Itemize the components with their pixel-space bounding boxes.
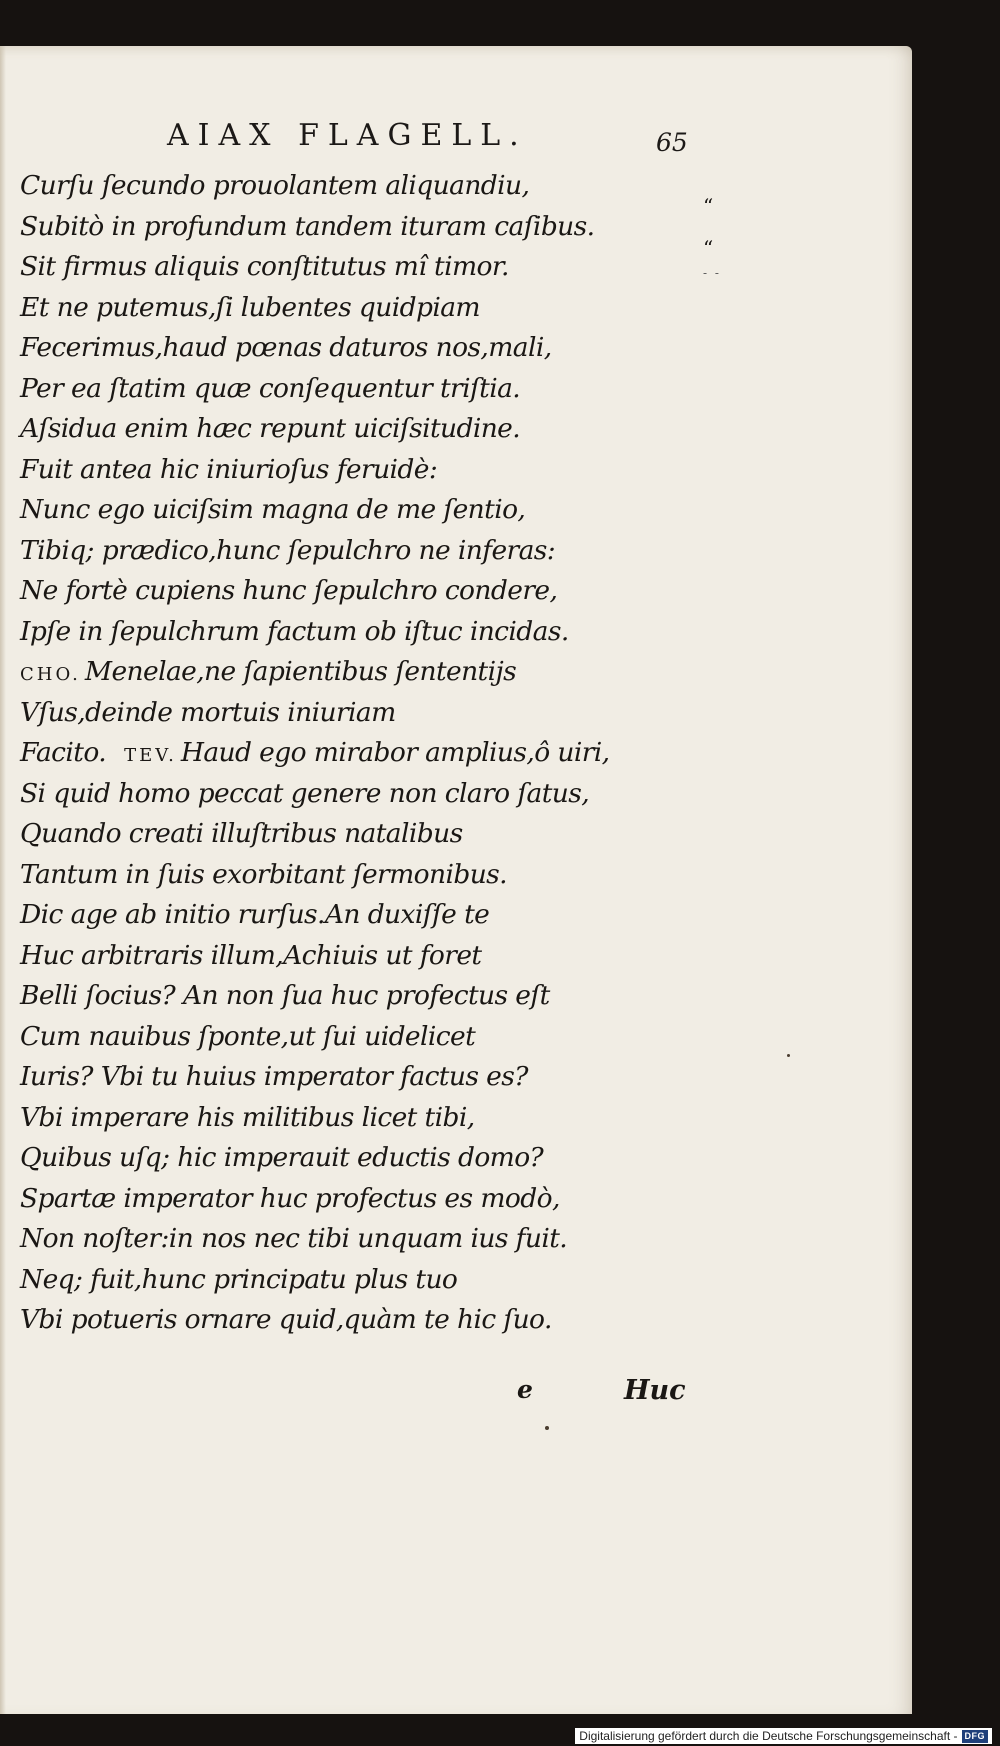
verse-line: Ne fortè cupiens hunc ſepulchro condere, [20,575,558,606]
verse-line: Per ea ſtatim quæ conſequentur triſtia. [20,372,521,404]
verse-line: Ipſe in ſepulchrum factum ob iſtuc incidas. [20,615,569,647]
verse-line: Vbi potueris ornare quid,quàm te hic ſuo. [20,1304,552,1335]
verse-text-block [20,166,710,1341]
signature-mark: e [517,1375,533,1404]
verse-line: Vſus,deinde mortuis iniuriam [20,696,396,728]
verse-line: Si quid homo peccat genere non claro ſatus, [20,777,590,809]
verse-line-speech-cho [20,652,710,693]
verse-line: Iuris? Vbi tu huius imperator factus es? [20,1061,528,1092]
dfg-logo: DFG [962,1730,989,1743]
verse-line: Dic age ab initio rurſus.An duxiſſe te [20,899,490,930]
gnomic-mark: - - [703,266,721,280]
speech-text: Haud ego mirabor amplius,ô uiri, [180,737,610,768]
paper-speck [545,1426,549,1430]
verse-line: Tantum in ſuis exorbitant ſermonibus. [20,858,508,890]
gnomic-mark: “ [703,194,714,218]
verse-line: Neq; fuit,hunc principatu plus tuo [20,1263,458,1295]
verse-line: Nunc ego uiciſsim magna de me ſentio, [20,494,526,525]
verse-line: Spartæ imperator huc profectus es modò, [20,1182,560,1214]
verse-line: Belli ſocius? An non ſua huc profectus eſt [20,980,550,1011]
page-number: 65 [656,128,688,157]
digitization-credit [575,1728,992,1744]
verse-line: Et ne putemus,ſi lubentes quidpiam [20,291,480,323]
running-head: AIAX FLAGELL. [167,118,528,153]
verse-line: Sit firmus aliquis conſtitutus mî timor. [20,251,509,282]
verse-line: Curſu ſecundo prouolantem aliquandiu, [20,170,530,201]
line-start: Facito. [20,737,107,768]
gnomic-mark: “ [703,236,714,260]
verse-line: Vbi imperare his militibus licet tibi, [20,1101,475,1133]
verse-line: Fecerimus,haud pœnas daturos nos,mali, [20,332,552,363]
verse-line: Quando creati illuſtribus natalibus [20,818,463,849]
verse-line: Fuit antea hic iniurioſus feruidè: [20,453,438,485]
verse-line: Quibus uſq; hic imperauit eductis domo? [20,1142,544,1173]
verse-line: Aſsidua enim hæc repunt uiciſsitudine. [20,413,521,444]
paper-speck [787,1054,790,1057]
verse-line: Subitò in profundum tandem ituram caſibus. [20,210,595,242]
verse-line: Tibiq; prædico,hunc ſepulchro ne inferas: [20,534,556,566]
speaker-label-tev: TEV. [124,745,177,766]
verse-line: Non noſter:in nos nec tibi unquam ius fuit. [20,1223,568,1254]
credit-text: Digitalisierung gefördert durch die Deutsche Forschungsgemeinschaft - [579,1729,958,1743]
catchword: Huc [624,1375,686,1406]
verse-line: Cum nauibus ſponte,ut ſui uidelicet [20,1020,476,1052]
page-gutter-shadow [0,46,6,1714]
verse-line: Huc arbitraris illum,Achiuis ut foret [20,939,482,971]
verse-line-speech-tev [20,733,710,774]
speech-text: Menelae,ne ſapientibus ſententijs [84,656,517,687]
speaker-label-cho: CHO. [20,664,81,685]
